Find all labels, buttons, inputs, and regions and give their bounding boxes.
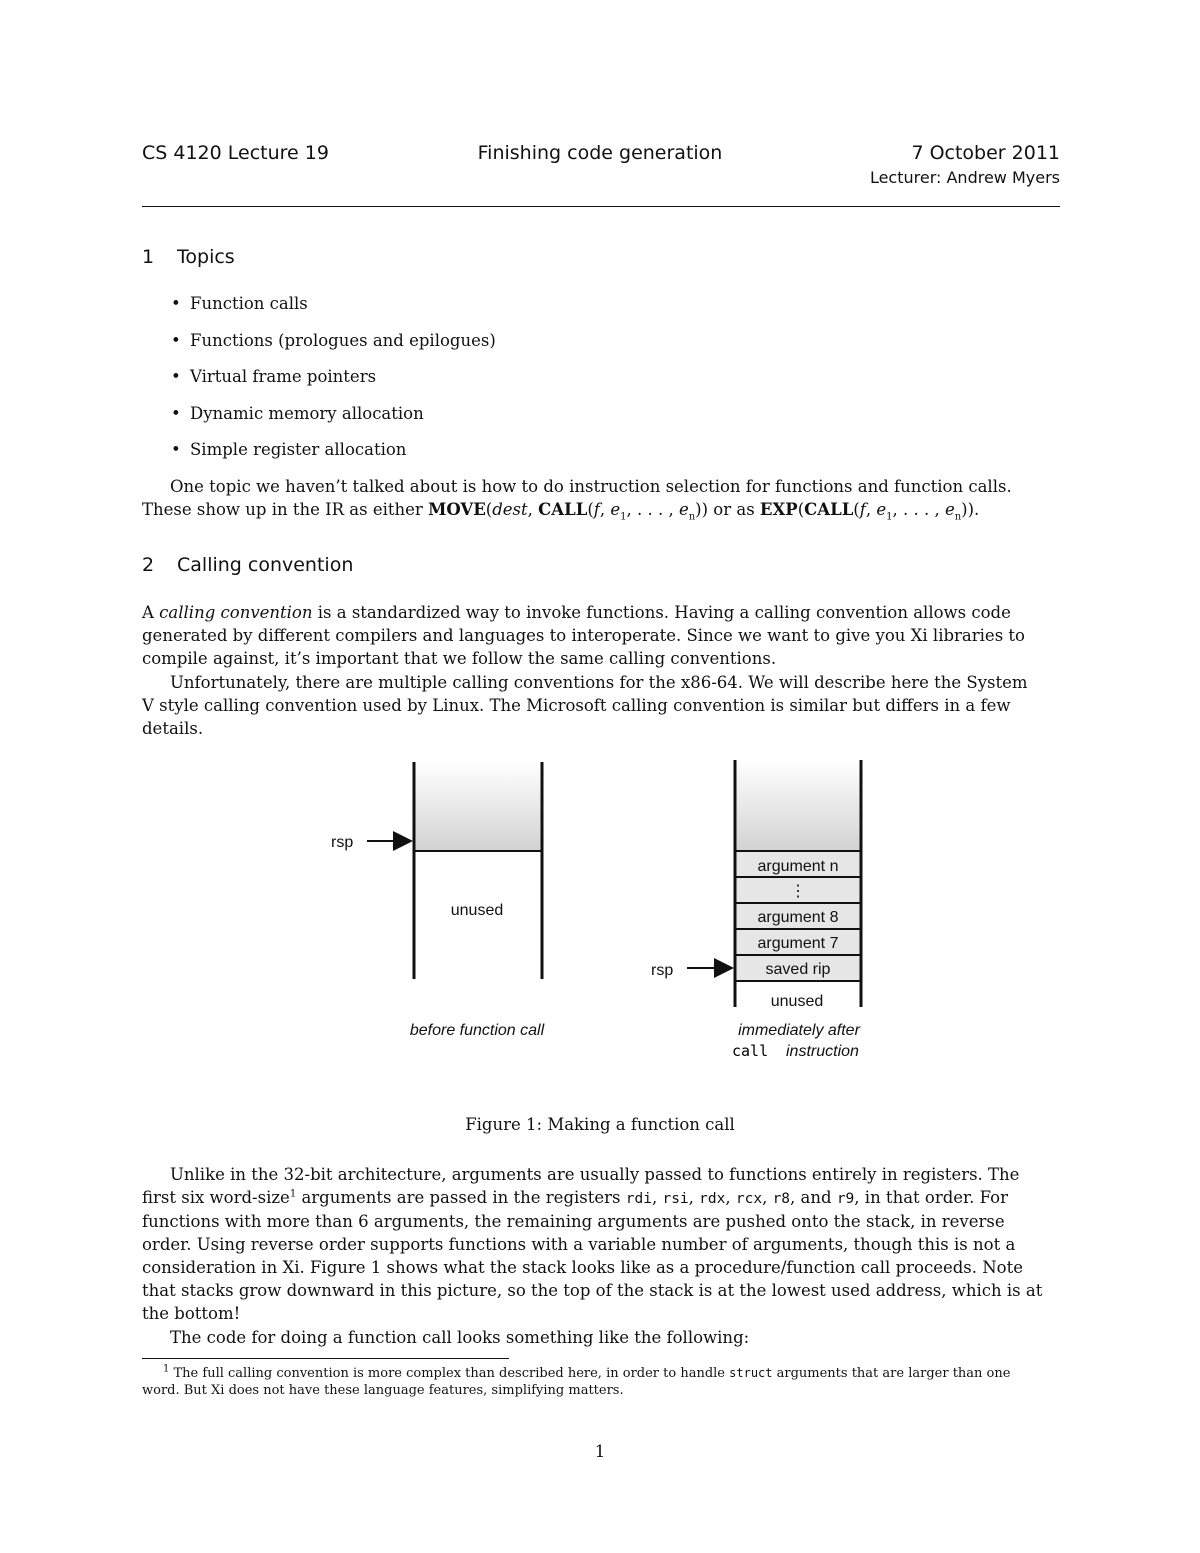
figure-caption: Figure 1: Making a function call [465,1115,735,1134]
list-item: • Function calls [171,294,308,313]
list-item: • Dynamic memory allocation [171,403,424,423]
ir-call: CALL [804,500,854,519]
list-item-text: Function calls [190,294,308,313]
args-line3: functions with more than 6 arguments, the remaining arguments are pushed onto the stack, in reverse [142,1212,1005,1231]
topics-paragraph-line1: One topic we haven’t talked about is how to do instruction selection for functions and function calls. [170,477,1012,496]
right-stack-used-region [735,760,861,851]
ir-exp: EXP [759,500,798,519]
reg-r9: r9 [836,1191,855,1207]
section-1-number: 1 [142,246,155,268]
list-item: • Virtual frame pointers [171,367,377,386]
lecture-title: Finishing code generation [477,142,723,164]
right-caption-code: call [732,1042,769,1060]
ir-f: f [859,500,866,519]
reg-rsi: rsi [662,1191,689,1207]
topics-paragraph-line2: These show up in the IR as either MOVE(dest, CALL(f, $e_1$, . . . , $e_n$)) or as EXP(CALL(f, $e_1$, . . . , $e_n$)). [142,500,980,523]
section-1-title: Topics [177,246,235,268]
args-line4: order. Using reverse order supports functions with a variable number of arguments, though this is not a [142,1235,1016,1254]
slot-label-argument-n: argument n [757,858,839,875]
right-caption-line2: instruction [786,1043,859,1060]
left-stack-used-region [414,762,542,851]
footnote-marker: 1 [163,1363,170,1375]
list-item: • Functions (prologues and epilogues) [171,330,496,350]
args-line7: the bottom! [142,1304,241,1323]
ir-en: e [944,500,955,519]
ir-move: MOVE [428,500,486,519]
args-line1: Unlike in the 32-bit architecture, arguments are usually passed to functions entirely in registers. The [170,1165,1020,1184]
ir-sub1: 1 [886,511,893,523]
left-caption: before function call [409,1022,545,1039]
text: and [800,1188,832,1207]
slot-label-ellipsis: ⋮ [790,883,806,900]
text: These show up in the IR as either [142,500,429,519]
text: , in that order. For [854,1188,1008,1207]
reg-rdx: rdx [699,1191,726,1207]
term-calling-convention: calling convention [159,603,313,622]
list-item-text: Functions (prologues and epilogues) [190,330,496,350]
slot-label-argument-8: argument 8 [757,909,839,926]
right-rsp-label: rsp [651,962,674,979]
lecturer: Lecturer: Andrew Myers [869,168,1060,187]
slot-label-saved-rip: saved rip [765,961,831,978]
cc-para1-line2: generated by different compilers and languages to interoperate. Since we want to give you Xi libraries to [142,626,1025,645]
page-number: 1 [594,1442,606,1461]
reg-rcx: rcx [735,1191,763,1207]
args-line6: that stacks grow downward in this picture, so the top of the stack is at the lowest used address, which is at [142,1281,1043,1300]
left-rsp-label: rsp [331,834,354,851]
text: or as [708,500,760,519]
text: arguments that are larger than one [772,1366,1011,1381]
reg-rdi: rdi [625,1191,652,1207]
ir-dest: dest [492,500,528,519]
ir-subn: n [954,511,962,523]
ir-en: e [678,500,689,519]
list-item-text: Virtual frame pointers [190,367,377,386]
cc-para1-line3: compile against, it’s important that we follow the same calling conventions. [142,649,777,668]
ir-dots: , . . . , [626,500,679,519]
footnote-rule [142,1358,509,1359]
ir-e1: e [610,500,621,519]
ir-subn: n [688,511,696,523]
course-label: CS 4120 Lecture 19 [142,142,329,164]
list-item-text: Simple register allocation [190,440,407,459]
text: The full calling convention is more complex than described here, in order to handle [173,1366,730,1381]
text: is a standardized way to invoke functions. Having a calling convention allows code [312,603,1011,622]
ir-dots: , . . . , [892,500,945,519]
args-line2: first six word-size$^1$ arguments are passed in the registers rdi, rsi, rdx, rcx, r8, and r9, in that order. For [142,1188,1008,1207]
code-struct: struct [729,1366,773,1380]
left-unused-label: unused [450,902,504,919]
slot-label-argument-7: argument 7 [757,935,839,952]
list-item-text: Dynamic memory allocation [190,403,424,423]
args-line5: consideration in Xi. Figure 1 shows what the stack looks like as a procedure/function call proceeds. Note [142,1258,1024,1277]
section-2-number: 2 [142,554,155,576]
ir-call: CALL [538,500,588,519]
list-item: • Simple register allocation [171,440,407,459]
lecture-date: 7 October 2011 [911,142,1060,164]
ir-f: f [593,500,600,519]
footnote-line1 [163,1364,1010,1383]
text: A [142,603,160,622]
cc-para2-line1: Unfortunately, there are multiple calling conventions for the x86-64. We will describe here the System [170,673,1028,692]
cc-para2-line2: V style calling convention used by Linux. The Microsoft calling convention is similar but differs in a few [142,696,1011,715]
reg-r8: r8 [772,1191,791,1207]
text: first six word-size [142,1188,290,1207]
section-2-title: Calling convention [177,554,354,576]
right-unused-label: unused [770,993,824,1010]
footnote-marker: 1 [289,1188,297,1200]
text: arguments are passed in the registers [296,1188,626,1207]
ir-e1: e [876,500,887,519]
right-caption-line1: immediately after [738,1022,860,1039]
args-line8: The code for doing a function call looks something like the following: [170,1328,750,1347]
footnote-line2: word. But Xi does not have these language features, simplifying matters. [142,1383,624,1398]
ir-sub1: 1 [620,511,627,523]
cc-para2-line3: details. [142,719,204,738]
